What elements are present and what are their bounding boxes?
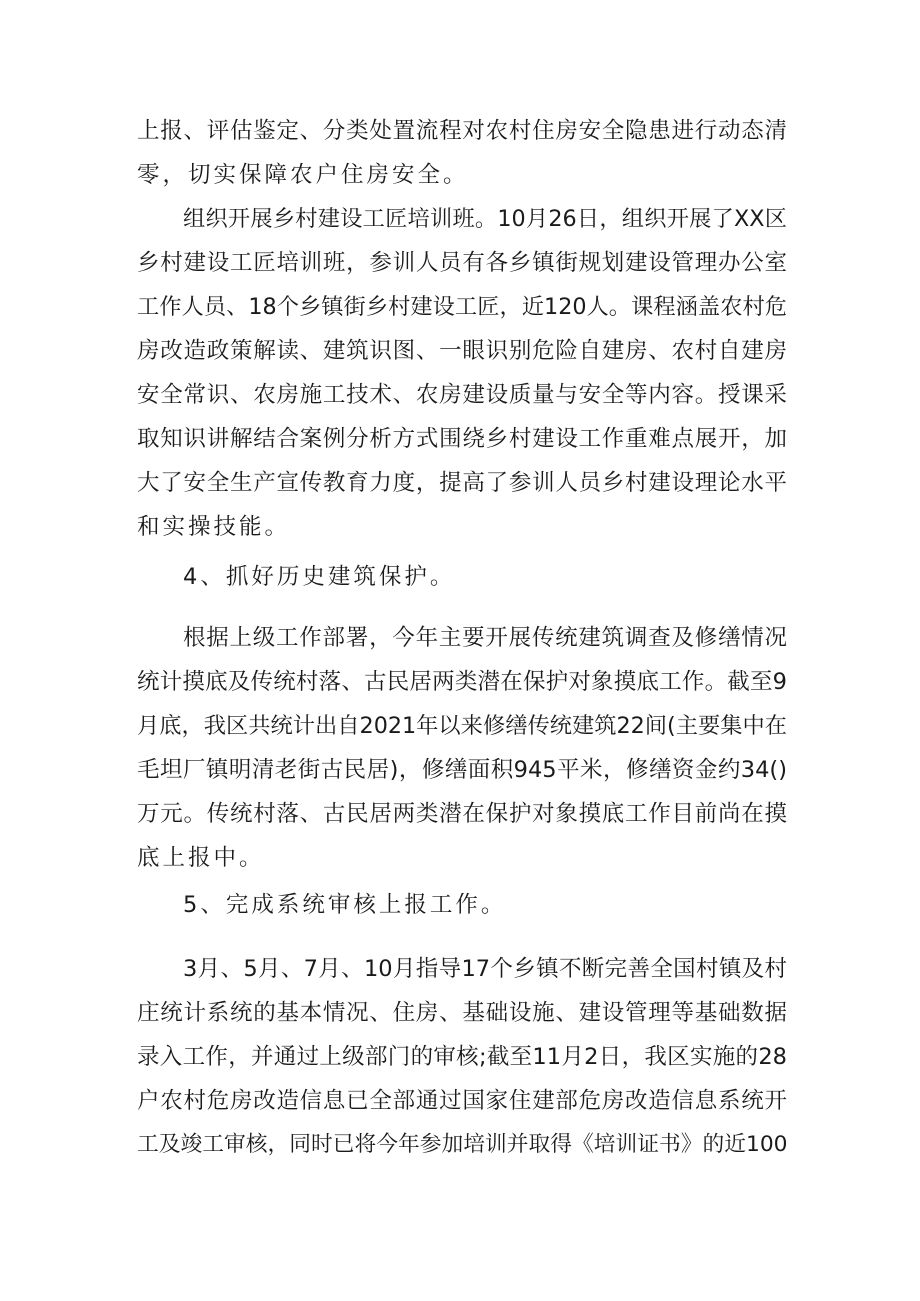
text-line: 3月、5月、7月、10月指导17个乡镇不断完善全国村镇及村 xyxy=(183,956,787,982)
text-line: 毛坦厂镇明清老街古民居)，修缮面积945平米，修缮资金约34() xyxy=(137,757,787,783)
text-line: 户农村危房改造信息已全部通过国家住建部危房改造信息系统开 xyxy=(137,1088,787,1114)
text-line: 安全常识、农房施工技术、农房建设质量与安全等内容。授课采 xyxy=(137,382,787,408)
section-heading: 5、完成系统审核上报工作。 xyxy=(183,892,507,918)
text-line: 根据上级工作部署，今年主要开展传统建筑调查及修缮情况 xyxy=(183,625,787,651)
text-line: 上报、评估鉴定、分类处置流程对农村住房安全隐患进行动态清 xyxy=(137,118,787,144)
text-line: 万元。传统村落、古民居两类潜在保护对象摸底工作目前尚在摸 xyxy=(137,801,787,827)
text-line: 房改造政策解读、建筑识图、一眼识别危险自建房、农村自建房 xyxy=(137,338,787,364)
text-line: 乡村建设工匠培训班，参训人员有各乡镇街规划建设管理办公室 xyxy=(137,250,787,276)
text-line: 统计摸底及传统村落、古民居两类潜在保护对象摸底工作。截至9 xyxy=(137,669,787,695)
text-line: 月底，我区共统计出自2021年以来修缮传统建筑22间(主要集中在 xyxy=(137,713,787,739)
text-line: 取知识讲解结合案例分析方式围绕乡村建设工作重难点展开，加 xyxy=(137,426,787,452)
text-line: 大了安全生产宣传教育力度，提高了参训人员乡村建设理论水平 xyxy=(137,470,787,496)
text-line: 工及竣工审核，同时已将今年参加培训并取得《培训证书》的近100 xyxy=(137,1132,788,1157)
text-line: 组织开展乡村建设工匠培训班。10月26日，组织开展了XX区 xyxy=(183,206,787,232)
text-line: 录入工作，并通过上级部门的审核;截至11月2日，我区实施的28 xyxy=(137,1044,787,1070)
section-heading: 4、抓好历史建筑保护。 xyxy=(183,564,456,590)
text-line: 工作人员、18个乡镇街乡村建设工匠，近120人。课程涵盖农村危 xyxy=(137,294,787,320)
text-line: 庄统计系统的基本情况、住房、基础设施、建设管理等基础数据 xyxy=(137,1000,787,1026)
text-line: 和实操技能。 xyxy=(137,514,291,540)
text-line: 底上报中。 xyxy=(137,845,265,871)
text-line: 零，切实保障农户住房安全。 xyxy=(137,162,469,188)
